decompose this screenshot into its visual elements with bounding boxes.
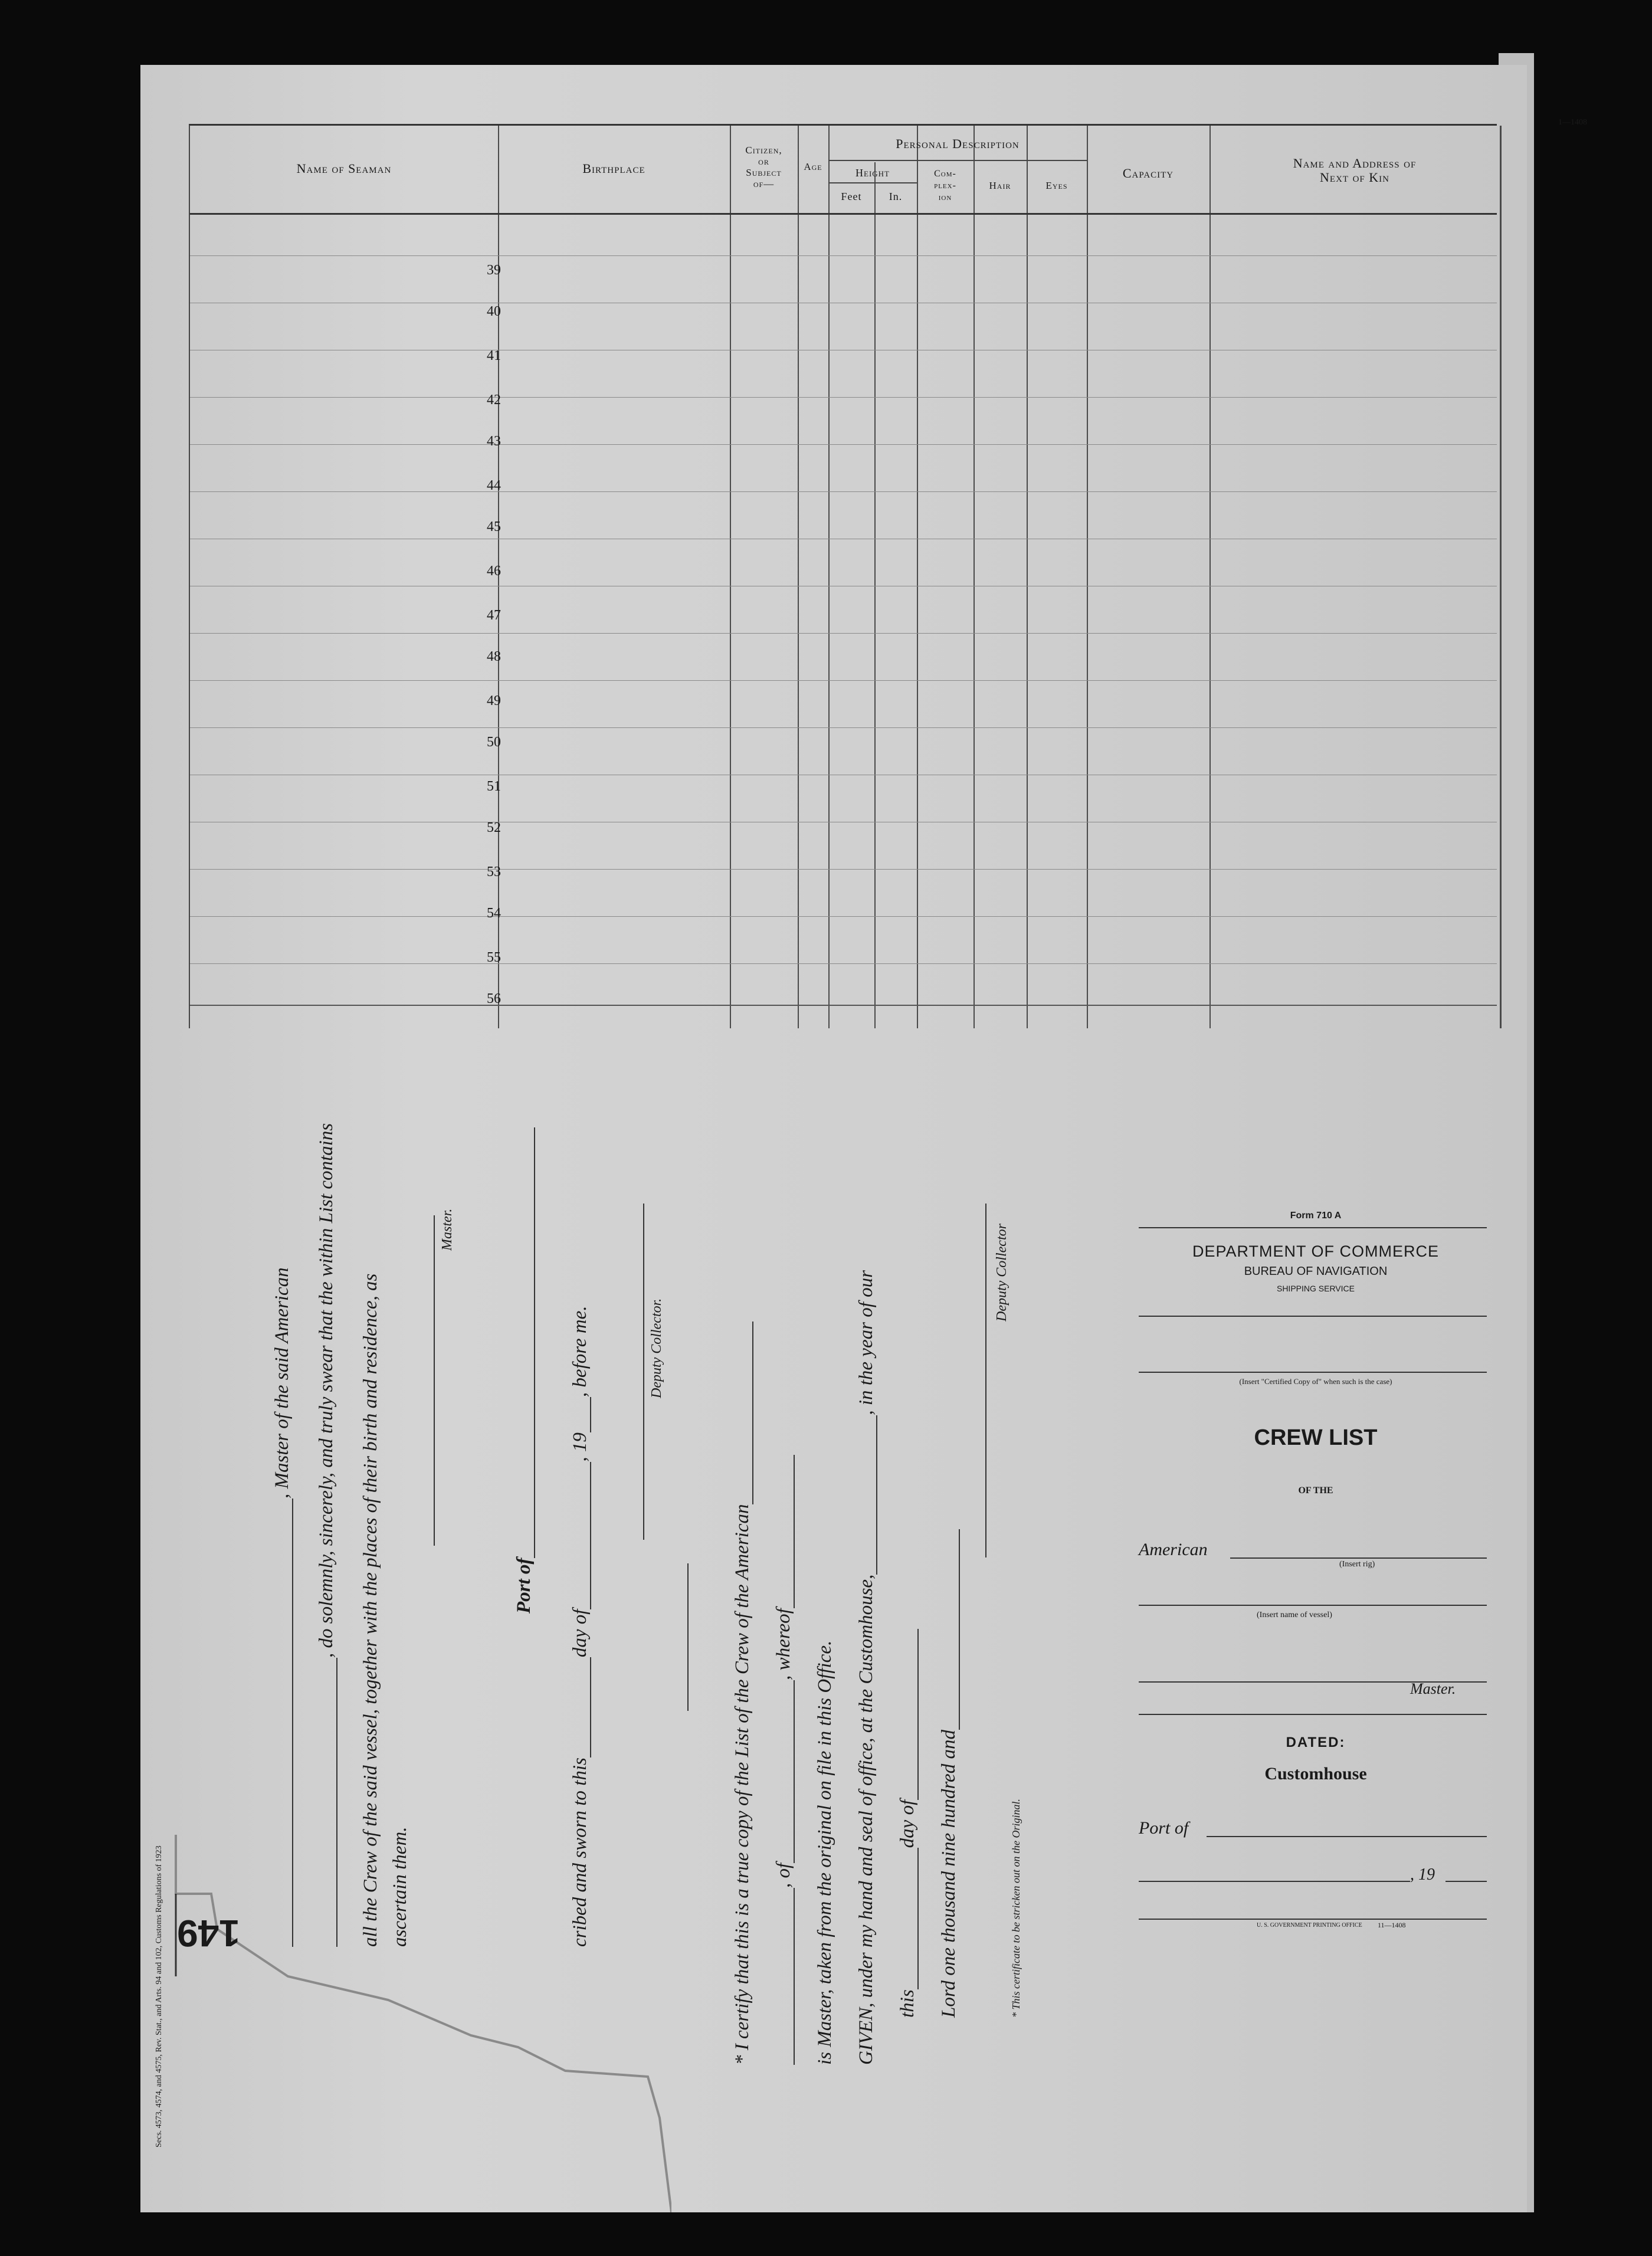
header-next-of-kin-line: Next of Kin [1320,170,1389,185]
row-line [190,963,1497,964]
oath-text: ascertain them. [389,1827,411,1947]
certificate-text: , whereof [773,1608,794,1680]
oath-text: , Master of the said American [271,1267,293,1498]
row-number: 56 [487,991,501,1006]
month-blank [575,1462,591,1609]
column-divider [1027,126,1028,1028]
certificate-text: day of [897,1799,918,1848]
row-number: 52 [487,820,501,835]
certified-note: (Insert "Certified Copy of" when such is the case) [1239,1377,1392,1386]
header-citizen-line: Subject [746,167,782,178]
seal-box-line [687,1563,689,1711]
certificate-line-6 [938,1529,960,2018]
certificate-text: Lord one thousand nine hundred and [938,1730,959,2018]
header-age: Age [804,161,822,172]
oath-text: day of [569,1609,591,1658]
row-number: 46 [487,563,501,579]
torn-corner [140,1823,671,2212]
certificate-line-1 [732,1322,753,2065]
legal-reference: Secs. 4573, 4574, and 4575, Rev. Stat., and Arts. 94 and 102, Customs Regulations of 1923 [155,1845,163,2147]
certificate-text: , in the year of our [856,1270,877,1415]
header-next-of-kin-line: Name and Address of [1293,156,1417,170]
header-bottom-rule [190,213,1497,215]
customhouse-blank [861,1415,877,1575]
row-line [190,1005,1497,1006]
header-citizen-line: Citizen, [745,145,782,156]
column-divider [730,126,731,1028]
of-the-label: OF THE [1298,1486,1333,1496]
american-label: American [1139,1540,1208,1559]
vessel-name-blank [778,1888,795,2065]
certificate-line-4 [856,1270,877,2065]
crew-table [189,124,1497,1028]
master-blank [778,1455,795,1608]
form-number: Form 710 A [1290,1211,1342,1221]
column-divider [1210,126,1211,1028]
header-inches: In. [889,191,903,202]
row-line [190,491,1497,492]
column-divider [917,126,918,1028]
certified-copy-blank [1139,1372,1487,1373]
header-capacity: Capacity [1122,166,1174,181]
cover-port-of-label: Port of [1139,1818,1189,1838]
day-blank [902,1848,919,1989]
port-of-label: Port of [513,1557,535,1614]
header-name-of-seaman: Name of Seaman [296,161,392,176]
tear-edge [176,1835,671,2212]
header-feet: Feet [841,191,862,202]
header-eyes: Eyes [1045,180,1068,191]
row-line [190,869,1497,870]
header-next-of-kin [1210,156,1500,185]
cover-rule [1139,1316,1487,1317]
oath-deputy-collector: Deputy Collector. [649,1298,664,1398]
row-line [190,633,1497,634]
header-citizen [730,145,798,189]
row-number: 50 [487,734,501,750]
printing-code: 11—1408 [1378,1921,1406,1929]
cover-rule [1139,1227,1487,1228]
master-signature-line [434,1215,435,1546]
service-title: SHIPPING SERVICE [1276,1284,1355,1293]
certificate-deputy-collector: Deputy Collector [994,1224,1009,1322]
oath-text: cribed and sworn to this [569,1757,591,1947]
certificate-text: is Master, taken from the original on file in this Office. [814,1640,835,2065]
cover-year-label: , 19 [1410,1865,1435,1884]
row-number: 48 [487,649,501,664]
oath-text: all the Crew of the said vessel, together with the places of their birth and residence, as [360,1273,381,1947]
year-blank [1446,1881,1487,1882]
vessel-blank [737,1322,753,1504]
customhouse-label: Customhouse [1264,1764,1367,1783]
row-line [190,727,1497,728]
port-blank [778,1680,795,1863]
row-number: 54 [487,906,501,921]
row-number: 45 [487,519,501,535]
row-line [190,444,1497,445]
deputy-signature-line [643,1204,644,1540]
row-number: 47 [487,608,501,623]
column-divider [828,126,830,1028]
header-complexion-line: plex- [934,181,956,191]
dated-label: DATED: [1286,1734,1346,1750]
row-number: 42 [487,392,501,408]
certificate-line-5 [897,1629,919,2018]
certificate-text: GIVEN, under my hand and seal of office, at the Customhouse, [856,1574,877,2065]
year-blank [575,1397,591,1432]
certificate-text: , of [773,1862,794,1888]
row-number: 49 [487,693,501,709]
header-citizen-line: or [758,156,769,167]
insert-rig-note: (Insert rig) [1339,1560,1375,1569]
certificate-line-3 [814,1641,836,2065]
row-number: 53 [487,864,501,880]
oath-text: , do solemnly, sincerely, and truly swear that the within List contains [316,1123,337,1658]
row-number: 41 [487,348,501,363]
cover-rule [1139,1919,1487,1920]
column-divider [874,162,876,1028]
certificate-text: this [897,1989,918,2018]
row-number: 44 [487,478,501,493]
date-blank [1139,1881,1410,1882]
day-blank [575,1657,591,1757]
cover-rule [1139,1714,1487,1715]
bureau-title: BUREAU OF NAVIGATION [1244,1265,1388,1278]
month-blank [902,1629,919,1800]
certificate-text: * I certify that this is a true copy of the List of the Crew of the American [732,1504,753,2065]
row-number: 43 [487,434,501,449]
rig-blank [1230,1557,1487,1559]
header-birthplace: Birthplace [582,161,645,176]
page-number-stamp: 149 [177,1912,240,1955]
row-line [190,680,1497,681]
row-line [190,255,1497,256]
oath-master-label: Master. [440,1208,455,1251]
certificate-footnote: * This certificate to be stricken out on the Original. [1010,1799,1022,2018]
department-title: DEPARTMENT OF COMMERCE [1192,1242,1440,1260]
cover-master-label: Master. [1410,1680,1456,1697]
port-blank [519,1127,535,1558]
header-complexion-line: Com- [934,169,956,179]
form-code: 1—1408 [1558,118,1587,127]
deputy-signature-line [985,1204,986,1557]
row-number: 39 [487,263,501,278]
row-number: 55 [487,950,501,965]
row-number: 40 [487,304,501,319]
header-personal-description: Personal Description [896,136,1020,151]
header-citizen-line: of— [753,178,775,189]
oath-port-of [513,1127,535,1614]
header-hair: Hair [989,180,1011,191]
height-subrule [828,182,917,183]
vessel-name-blank [1139,1605,1487,1606]
printing-office: U. S. GOVERNMENT PRINTING OFFICE [1257,1922,1362,1929]
oath-text: , before me. [569,1306,591,1398]
header-complexion-line: ion [938,192,952,202]
oath-text: , 19 [569,1432,591,1462]
header-height: Height [856,167,890,179]
port-blank [1207,1836,1487,1837]
column-divider [798,126,799,1028]
row-number: 51 [487,779,501,794]
header-subrule [828,160,1087,161]
certificate-line-2 [773,1455,795,2065]
row-line [190,397,1497,398]
column-divider [1087,126,1088,1028]
year-blank [943,1529,960,1730]
column-divider [974,126,975,1028]
column-divider [1500,126,1502,1028]
crew-list-title: CREW LIST [1254,1425,1378,1450]
header-complexion [917,168,974,204]
row-line [190,916,1497,917]
insert-vessel-note: (Insert name of vessel) [1257,1611,1332,1619]
